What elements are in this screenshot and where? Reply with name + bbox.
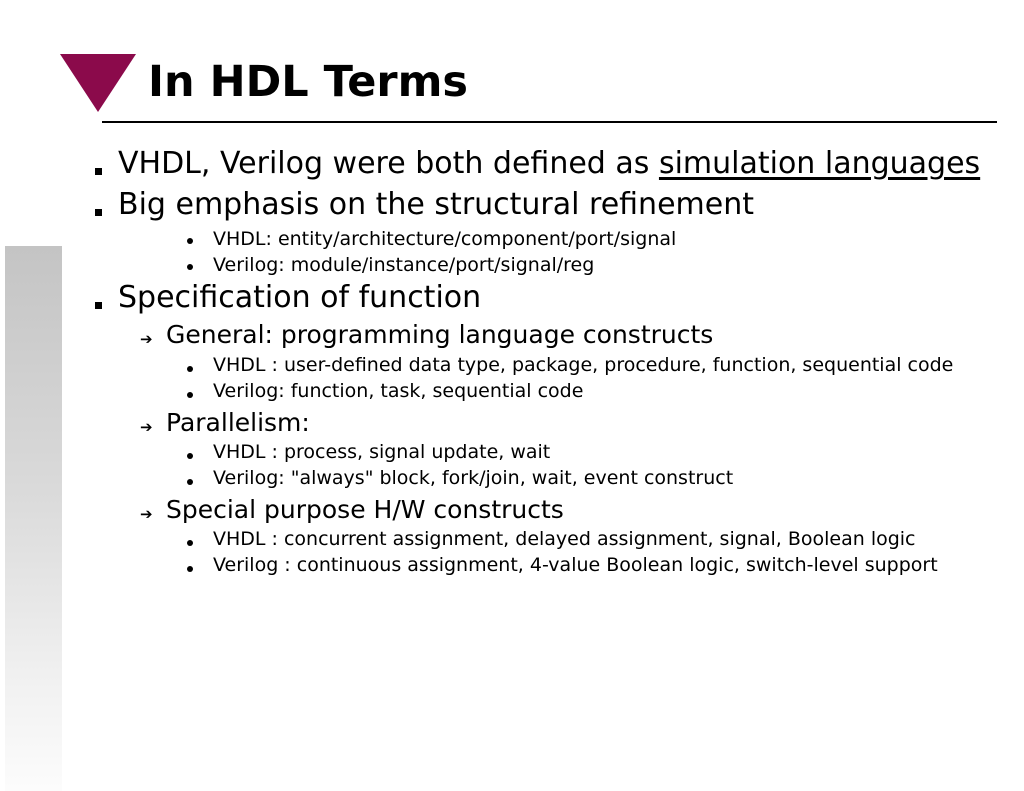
dot-bullet-icon [187,366,193,372]
square-bullet-icon [95,209,102,216]
sub-bullet-vhdl-general: VHDL : user-defined data type, package, procedure, function, sequential code [213,354,954,376]
dot-bullet-icon [187,540,193,546]
arrow-bullet-hw-constructs: Special purpose H/W constructs [166,495,564,524]
bullet-text: VHDL, Verilog were both defined as [118,146,659,181]
sub-bullet-vhdl-structure: VHDL: entity/architecture/component/port/signal [213,228,677,250]
decorative-side-bar [5,246,62,791]
sub-bullet-verilog-structure: Verilog: module/instance/port/signal/reg [213,254,595,276]
dot-bullet-icon [187,566,193,572]
square-bullet-icon [95,302,102,309]
sub-bullet-verilog-general: Verilog: function, task, sequential code [213,380,584,402]
arrow-bullet-icon: ➔ [140,330,153,348]
dot-bullet-icon [187,264,193,270]
dot-bullet-icon [187,479,193,485]
dot-bullet-icon [187,238,193,244]
arrow-bullet-general: General: programming language constructs [166,320,714,349]
arrow-bullet-icon: ➔ [140,418,153,436]
sub-bullet-vhdl-parallelism: VHDL : process, signal update, wait [213,441,551,463]
bullet-specification-of-function: Specification of function [118,280,482,315]
bullet-simulation-languages [118,144,980,184]
slide-title: In HDL Terms [148,57,469,107]
sub-bullet-verilog-hw: Verilog : continuous assignment, 4-value Boolean logic, switch-level support [213,554,938,576]
square-bullet-icon [95,168,102,175]
emphasis-text: simulation languages [658,146,981,181]
arrow-bullet-parallelism: Parallelism: [166,408,310,437]
sub-bullet-verilog-parallelism: Verilog: "always" block, fork/join, wait, event construct [213,467,734,489]
dot-bullet-icon [187,392,193,398]
title-triangle-icon [60,54,136,112]
sub-bullet-vhdl-hw: VHDL : concurrent assignment, delayed assignment, signal, Boolean logic [213,528,916,550]
title-divider [102,121,997,123]
bullet-structural-refinement: Big emphasis on the structural refinement [118,187,754,222]
dot-bullet-icon [187,453,193,459]
arrow-bullet-icon: ➔ [140,505,153,523]
